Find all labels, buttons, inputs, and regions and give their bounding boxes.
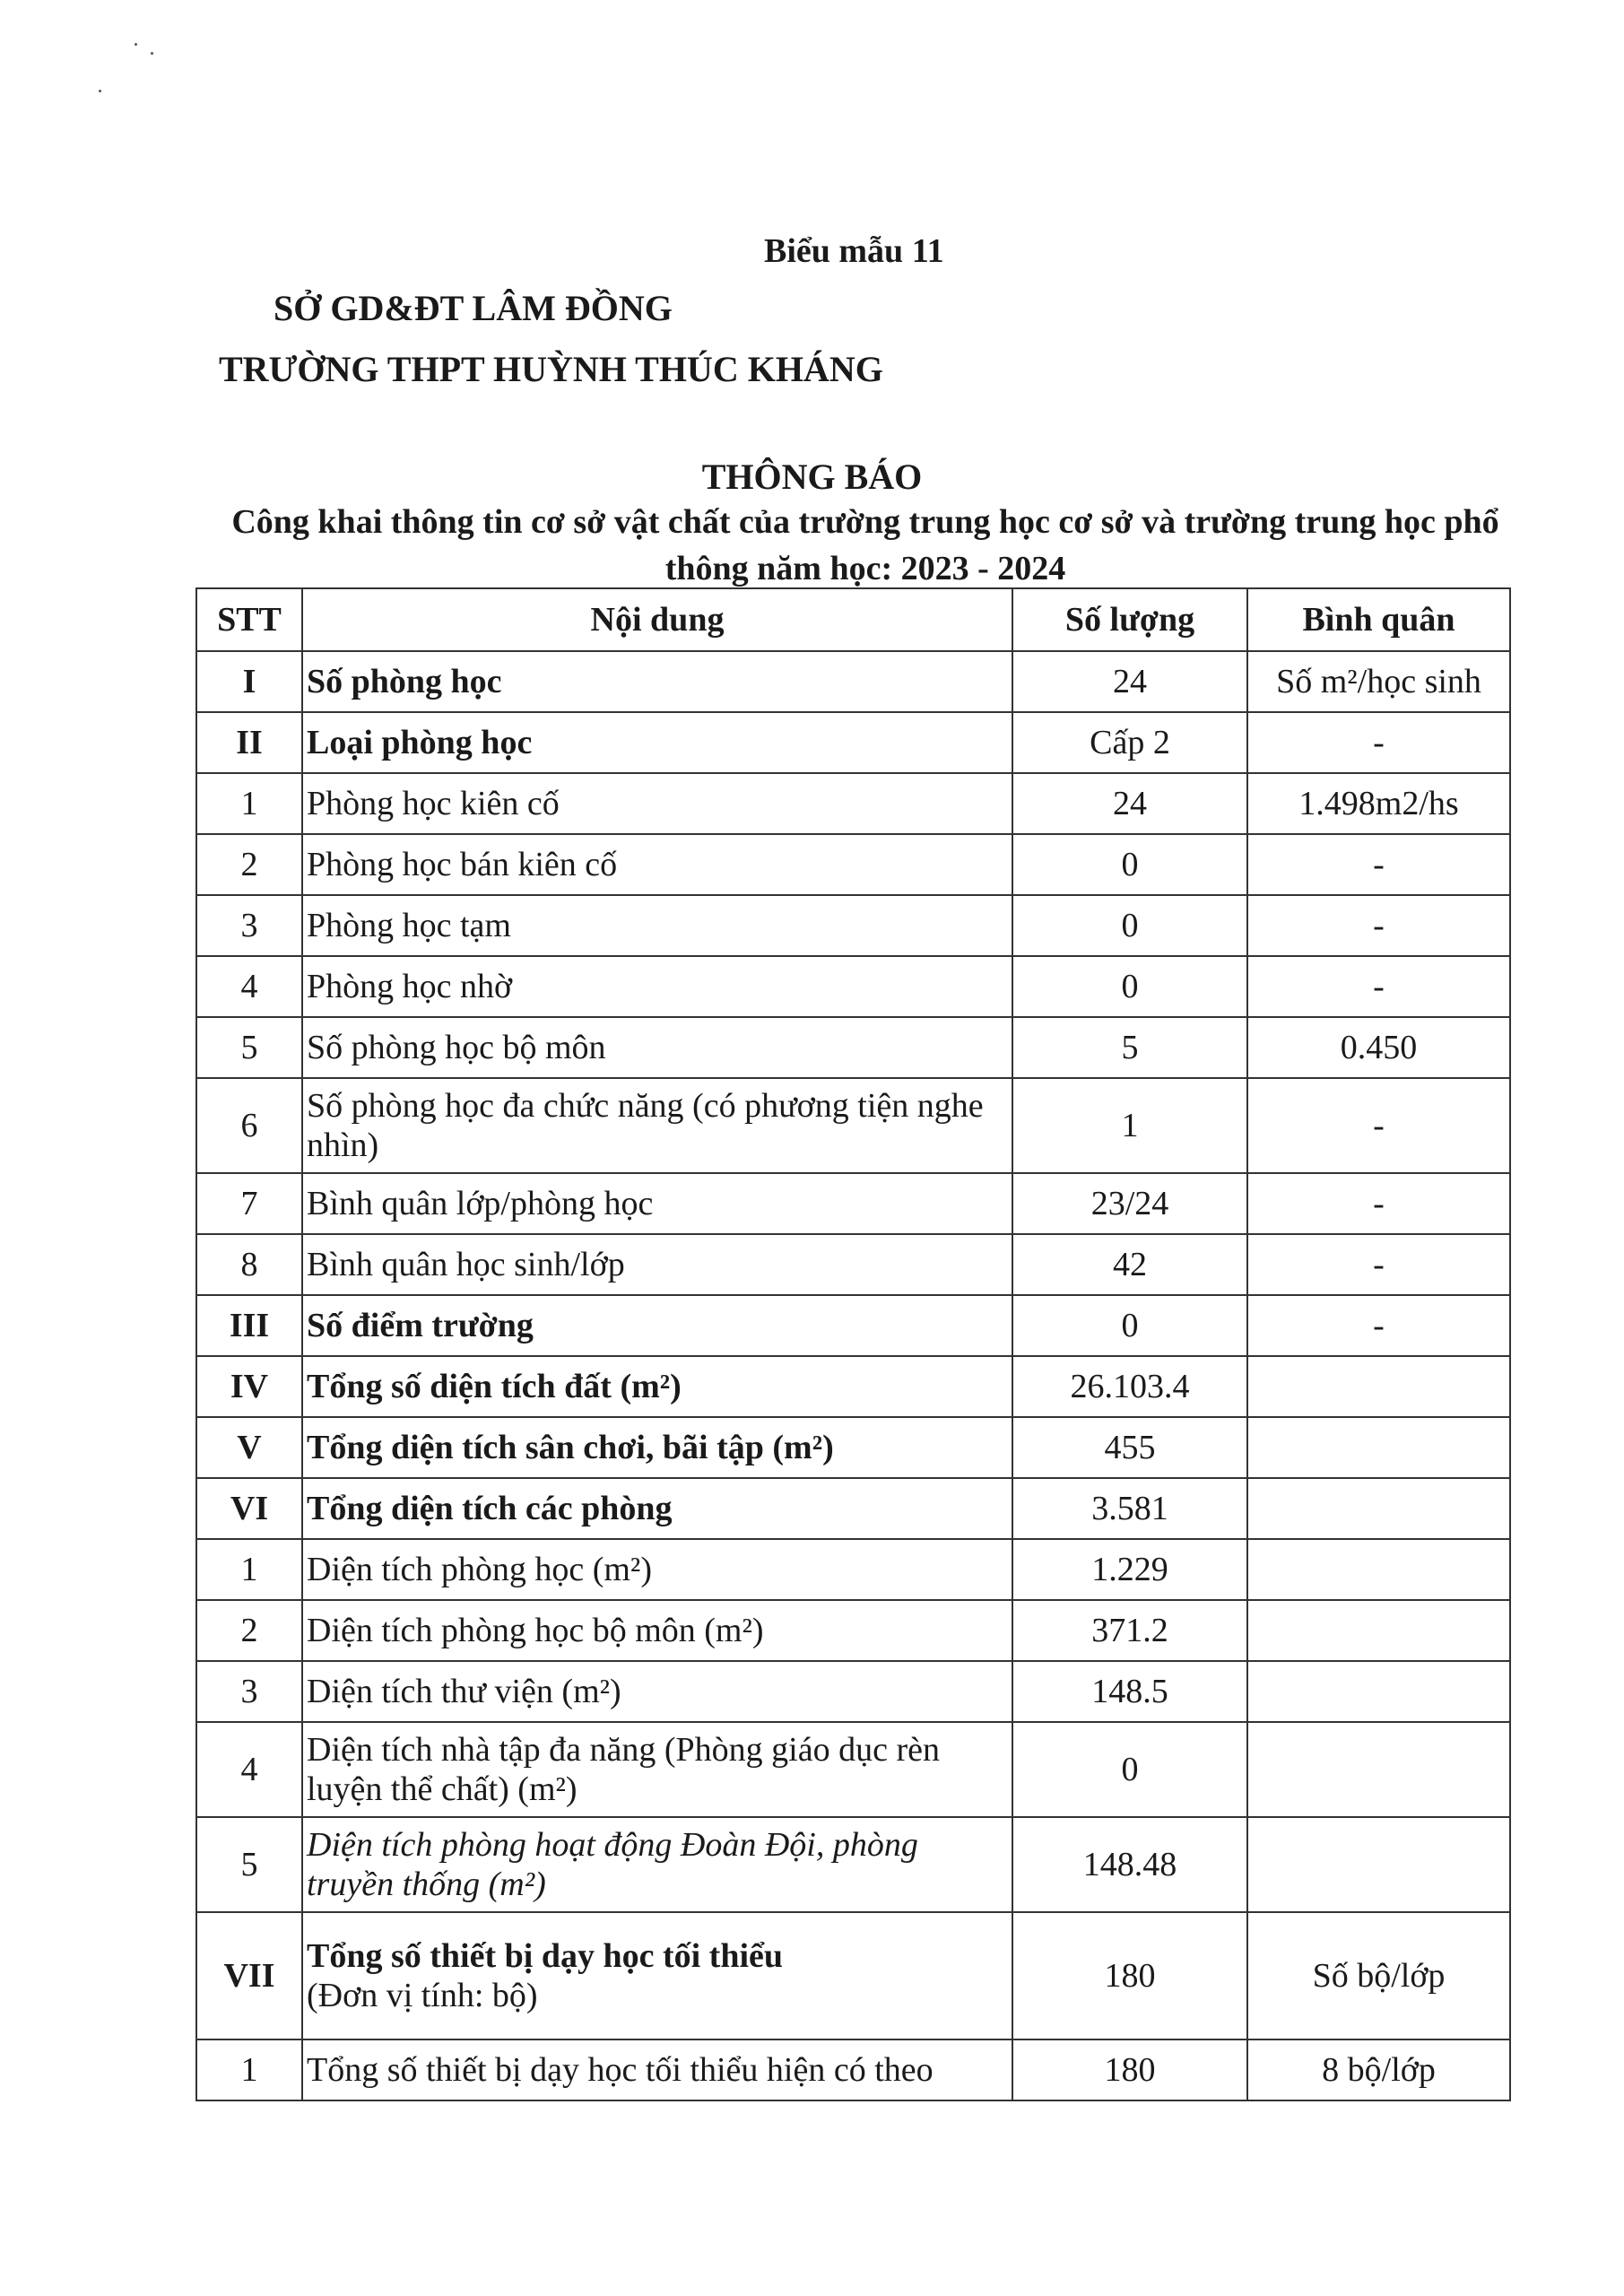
row-average: Số m²/học sinh <box>1247 651 1510 712</box>
row-quantity: 23/24 <box>1012 1173 1247 1234</box>
row-content: Tổng diện tích sân chơi, bãi tập (m²) <box>302 1417 1012 1478</box>
row-stt: 7 <box>196 1173 302 1234</box>
row-content: Bình quân học sinh/lớp <box>302 1234 1012 1295</box>
notice-title: THÔNG BÁO <box>701 457 923 497</box>
row-content: Phòng học tạm <box>302 895 1012 956</box>
school-name: TRƯỜNG THPT HUỲNH THÚC KHÁNG <box>219 349 883 389</box>
table-row <box>196 1722 1510 1817</box>
row-content: Loại phòng học <box>302 712 1012 773</box>
row-average <box>1247 1356 1510 1417</box>
table-row <box>196 1478 1510 1539</box>
row-quantity: 1 <box>1012 1078 1247 1173</box>
facilities-table <box>195 587 1511 2101</box>
table-row <box>196 2039 1510 2100</box>
row-content: Bình quân lớp/phòng học <box>302 1173 1012 1234</box>
row-stt: II <box>196 712 302 773</box>
row-average <box>1247 1817 1510 1912</box>
scan-speck <box>135 43 137 46</box>
table-row <box>196 1173 1510 1234</box>
row-average: - <box>1247 1173 1510 1234</box>
row-stt: IV <box>196 1356 302 1417</box>
row-quantity: 148.48 <box>1012 1817 1247 1912</box>
row-content: Diện tích phòng học bộ môn (m²) <box>302 1600 1012 1661</box>
table-row <box>196 1912 1510 2039</box>
row-quantity: 455 <box>1012 1417 1247 1478</box>
row-stt: VII <box>196 1912 302 2039</box>
row-content: Phòng học kiên cố <box>302 773 1012 834</box>
header-content: Nội dung <box>302 588 1012 651</box>
row-quantity: 180 <box>1012 1912 1247 2039</box>
table-header-row <box>196 588 1510 651</box>
row-stt: 1 <box>196 2039 302 2100</box>
row-content: Phòng học bán kiên cố <box>302 834 1012 895</box>
row-stt: 3 <box>196 895 302 956</box>
row-average: - <box>1247 712 1510 773</box>
table-row <box>196 1356 1510 1417</box>
scan-speck <box>151 52 153 55</box>
header-stt: STT <box>196 588 302 651</box>
header-quantity: Số lượng <box>1012 588 1247 651</box>
table-row <box>196 1078 1510 1173</box>
table-row <box>196 1539 1510 1600</box>
row-average: - <box>1247 1295 1510 1356</box>
row-content: Diện tích thư viện (m²) <box>302 1661 1012 1722</box>
row-average: 1.498m2/hs <box>1247 773 1510 834</box>
row-stt: 6 <box>196 1078 302 1173</box>
row-content: Số phòng học đa chức năng (có phương tiện nghe nhìn) <box>302 1078 1012 1173</box>
row-content: Tổng số diện tích đất (m²) <box>302 1356 1012 1417</box>
row-quantity: 5 <box>1012 1017 1247 1078</box>
row-stt: 1 <box>196 773 302 834</box>
row-average: - <box>1247 956 1510 1017</box>
row-average: - <box>1247 1234 1510 1295</box>
row-stt: 4 <box>196 956 302 1017</box>
table-row <box>196 712 1510 773</box>
row-quantity: 24 <box>1012 773 1247 834</box>
row-average <box>1247 1600 1510 1661</box>
table-row <box>196 1295 1510 1356</box>
row-content: Phòng học nhờ <box>302 956 1012 1017</box>
row-content: Số phòng học <box>302 651 1012 712</box>
row-average: 8 bộ/lớp <box>1247 2039 1510 2100</box>
row-average: - <box>1247 834 1510 895</box>
row-quantity: 0 <box>1012 834 1247 895</box>
row-content-main: Tổng số thiết bị dạy học tối thiểu <box>307 1937 784 1975</box>
row-stt: VI <box>196 1478 302 1539</box>
row-average: - <box>1247 1078 1510 1173</box>
form-number: Biểu mẫu 11 <box>764 232 944 270</box>
row-stt: 1 <box>196 1539 302 1600</box>
table-row <box>196 773 1510 834</box>
department-name: SỞ GD&ĐT LÂM ĐỒNG <box>274 288 673 328</box>
table-row <box>196 1661 1510 1722</box>
table-row <box>196 895 1510 956</box>
row-quantity: Cấp 2 <box>1012 712 1247 773</box>
row-content: Diện tích phòng học (m²) <box>302 1539 1012 1600</box>
row-content: Tổng số thiết bị dạy học tối thiểu hiện có theo <box>302 2039 1012 2100</box>
row-stt: 3 <box>196 1661 302 1722</box>
row-stt: 5 <box>196 1017 302 1078</box>
row-content: Số phòng học bộ môn <box>302 1017 1012 1078</box>
table-row <box>196 1017 1510 1078</box>
row-content-note: (Đơn vị tính: bộ) <box>307 1977 538 2014</box>
row-average <box>1247 1661 1510 1722</box>
row-content: Diện tích nhà tập đa năng (Phòng giáo dục rèn luyện thể chất) (m²) <box>302 1722 1012 1817</box>
row-quantity: 3.581 <box>1012 1478 1247 1539</box>
row-quantity: 1.229 <box>1012 1539 1247 1600</box>
row-stt: 2 <box>196 1600 302 1661</box>
table-row <box>196 1817 1510 1912</box>
scan-speck <box>99 90 101 92</box>
row-quantity: 0 <box>1012 895 1247 956</box>
row-quantity: 371.2 <box>1012 1600 1247 1661</box>
row-stt: 8 <box>196 1234 302 1295</box>
row-quantity: 148.5 <box>1012 1661 1247 1722</box>
row-quantity: 42 <box>1012 1234 1247 1295</box>
table-row <box>196 1234 1510 1295</box>
row-stt: III <box>196 1295 302 1356</box>
row-stt: 4 <box>196 1722 302 1817</box>
table-row <box>196 1600 1510 1661</box>
row-stt: 2 <box>196 834 302 895</box>
row-content: Diện tích phòng hoạt động Đoàn Đội, phòng truyền thống (m²) <box>302 1817 1012 1912</box>
table-row <box>196 834 1510 895</box>
row-average <box>1247 1478 1510 1539</box>
table-row <box>196 956 1510 1017</box>
row-stt: V <box>196 1417 302 1478</box>
row-average <box>1247 1539 1510 1600</box>
notice-subtitle: Công khai thông tin cơ sở vật chất của trường trung học cơ sở và trường trung học phổ thông năm học: 2023 - 2024 <box>231 503 1499 587</box>
row-average: - <box>1247 895 1510 956</box>
row-content <box>302 1912 1012 2039</box>
row-average: Số bộ/lớp <box>1247 1912 1510 2039</box>
row-quantity: 0 <box>1012 956 1247 1017</box>
header-average: Bình quân <box>1247 588 1510 651</box>
row-quantity: 0 <box>1012 1295 1247 1356</box>
row-average <box>1247 1417 1510 1478</box>
row-content: Tổng diện tích các phòng <box>302 1478 1012 1539</box>
row-average <box>1247 1722 1510 1817</box>
row-content: Số điểm trường <box>302 1295 1012 1356</box>
row-quantity: 0 <box>1012 1722 1247 1817</box>
table-row <box>196 651 1510 712</box>
row-quantity: 26.103.4 <box>1012 1356 1247 1417</box>
row-average: 0.450 <box>1247 1017 1510 1078</box>
table-row <box>196 1417 1510 1478</box>
row-quantity: 24 <box>1012 651 1247 712</box>
row-quantity: 180 <box>1012 2039 1247 2100</box>
row-stt: I <box>196 651 302 712</box>
row-stt: 5 <box>196 1817 302 1912</box>
